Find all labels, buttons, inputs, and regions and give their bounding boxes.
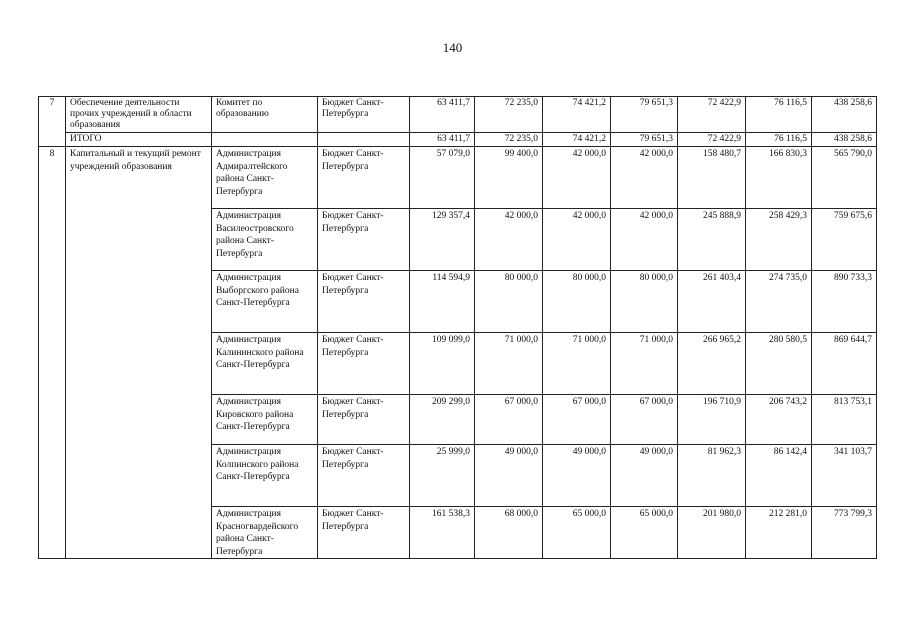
funding-source-cell: Бюджет Санкт-Петербурга <box>318 445 410 507</box>
total-value-cell: 438 258,6 <box>812 97 877 133</box>
value-cell: 280 580,5 <box>746 333 812 395</box>
value-cell: 49 000,0 <box>475 445 543 507</box>
executor-cell: Администрация Адмиралтейского района Санкт-Петербурга <box>212 147 318 209</box>
total-value-cell: 438 258,6 <box>812 133 877 147</box>
value-cell: 72 235,0 <box>475 133 543 147</box>
value-cell: 196 710,9 <box>678 395 746 445</box>
executor-cell: Администрация Выборгского района Санкт-Петербурга <box>212 271 318 333</box>
funding-source-cell: Бюджет Санкт-Петербурга <box>318 507 410 559</box>
value-cell: 42 000,0 <box>611 147 678 209</box>
executor-cell: Администрация Кировского района Санкт-Петербурга <box>212 395 318 445</box>
activity-name: Обеспечение деятельности прочих учреждений в области образования <box>66 97 212 133</box>
activity-name: Капитальный и текущий ремонт учреждений образования <box>66 147 212 559</box>
value-cell: 266 965,2 <box>678 333 746 395</box>
value-cell: 65 000,0 <box>543 507 611 559</box>
value-cell: 79 651,3 <box>611 97 678 133</box>
executor-cell: Комитет по образованию <box>212 97 318 133</box>
value-cell: 63 411,7 <box>410 133 475 147</box>
total-value-cell: 565 790,0 <box>812 147 877 209</box>
executor-cell: Администрация Василеостровского района Санкт-Петербурга <box>212 209 318 271</box>
value-cell: 245 888,9 <box>678 209 746 271</box>
funding-source-cell: Бюджет Санкт-Петербурга <box>318 395 410 445</box>
executor-cell: Администрация Колпинского района Санкт-Петербурга <box>212 445 318 507</box>
total-row <box>39 133 877 147</box>
value-cell: 258 429,3 <box>746 209 812 271</box>
value-cell: 49 000,0 <box>611 445 678 507</box>
value-cell: 63 411,7 <box>410 97 475 133</box>
total-value-cell: 813 753,1 <box>812 395 877 445</box>
value-cell: 80 000,0 <box>543 271 611 333</box>
executor-cell: Администрация Калининского района Санкт-Петербурга <box>212 333 318 395</box>
value-cell: 42 000,0 <box>543 209 611 271</box>
budget-table <box>38 96 877 559</box>
value-cell: 71 000,0 <box>475 333 543 395</box>
funding-source-cell: Бюджет Санкт-Петербурга <box>318 209 410 271</box>
value-cell: 67 000,0 <box>611 395 678 445</box>
value-cell: 80 000,0 <box>475 271 543 333</box>
value-cell: 74 421,2 <box>543 97 611 133</box>
value-cell: 67 000,0 <box>475 395 543 445</box>
value-cell: 74 421,2 <box>543 133 611 147</box>
value-cell: 109 099,0 <box>410 333 475 395</box>
value-cell: 212 281,0 <box>746 507 812 559</box>
value-cell: 25 999,0 <box>410 445 475 507</box>
value-cell: 71 000,0 <box>611 333 678 395</box>
value-cell: 86 142,4 <box>746 445 812 507</box>
total-value-cell: 773 799,3 <box>812 507 877 559</box>
table-row <box>39 97 877 133</box>
value-cell: 71 000,0 <box>543 333 611 395</box>
row-index: 8 <box>39 147 66 559</box>
value-cell: 68 000,0 <box>475 507 543 559</box>
value-cell: 57 079,0 <box>410 147 475 209</box>
value-cell: 206 743,2 <box>746 395 812 445</box>
value-cell: 42 000,0 <box>543 147 611 209</box>
value-cell: 76 116,5 <box>746 133 812 147</box>
value-cell: 129 357,4 <box>410 209 475 271</box>
value-cell: 42 000,0 <box>475 209 543 271</box>
value-cell: 201 980,0 <box>678 507 746 559</box>
total-value-cell: 890 733,3 <box>812 271 877 333</box>
value-cell: 81 962,3 <box>678 445 746 507</box>
value-cell: 166 830,3 <box>746 147 812 209</box>
value-cell: 67 000,0 <box>543 395 611 445</box>
total-value-cell: 341 103,7 <box>812 445 877 507</box>
value-cell: 99 400,0 <box>475 147 543 209</box>
executor-cell: Администрация Красногвардейского района Санкт-Петербурга <box>212 507 318 559</box>
value-cell: 114 594,9 <box>410 271 475 333</box>
value-cell: 72 235,0 <box>475 97 543 133</box>
value-cell: 65 000,0 <box>611 507 678 559</box>
value-cell: 49 000,0 <box>543 445 611 507</box>
empty-cell <box>318 133 410 147</box>
page-number: 140 <box>442 40 463 55</box>
funding-source-cell: Бюджет Санкт-Петербурга <box>318 271 410 333</box>
value-cell: 261 403,4 <box>678 271 746 333</box>
total-value-cell: 759 675,6 <box>812 209 877 271</box>
value-cell: 161 538,3 <box>410 507 475 559</box>
value-cell: 72 422,9 <box>678 97 746 133</box>
total-label: ИТОГО <box>66 133 212 147</box>
value-cell: 209 299,0 <box>410 395 475 445</box>
total-value-cell: 869 644,7 <box>812 333 877 395</box>
value-cell: 158 480,7 <box>678 147 746 209</box>
funding-source-cell: Бюджет Санкт-Петербурга <box>318 97 410 133</box>
funding-source-cell: Бюджет Санкт-Петербурга <box>318 147 410 209</box>
value-cell: 80 000,0 <box>611 271 678 333</box>
value-cell: 79 651,3 <box>611 133 678 147</box>
empty-cell <box>212 133 318 147</box>
value-cell: 274 735,0 <box>746 271 812 333</box>
funding-source-cell: Бюджет Санкт-Петербурга <box>318 333 410 395</box>
value-cell: 42 000,0 <box>611 209 678 271</box>
value-cell: 72 422,9 <box>678 133 746 147</box>
table-row <box>39 147 877 209</box>
row-index: 7 <box>39 97 66 147</box>
value-cell: 76 116,5 <box>746 97 812 133</box>
